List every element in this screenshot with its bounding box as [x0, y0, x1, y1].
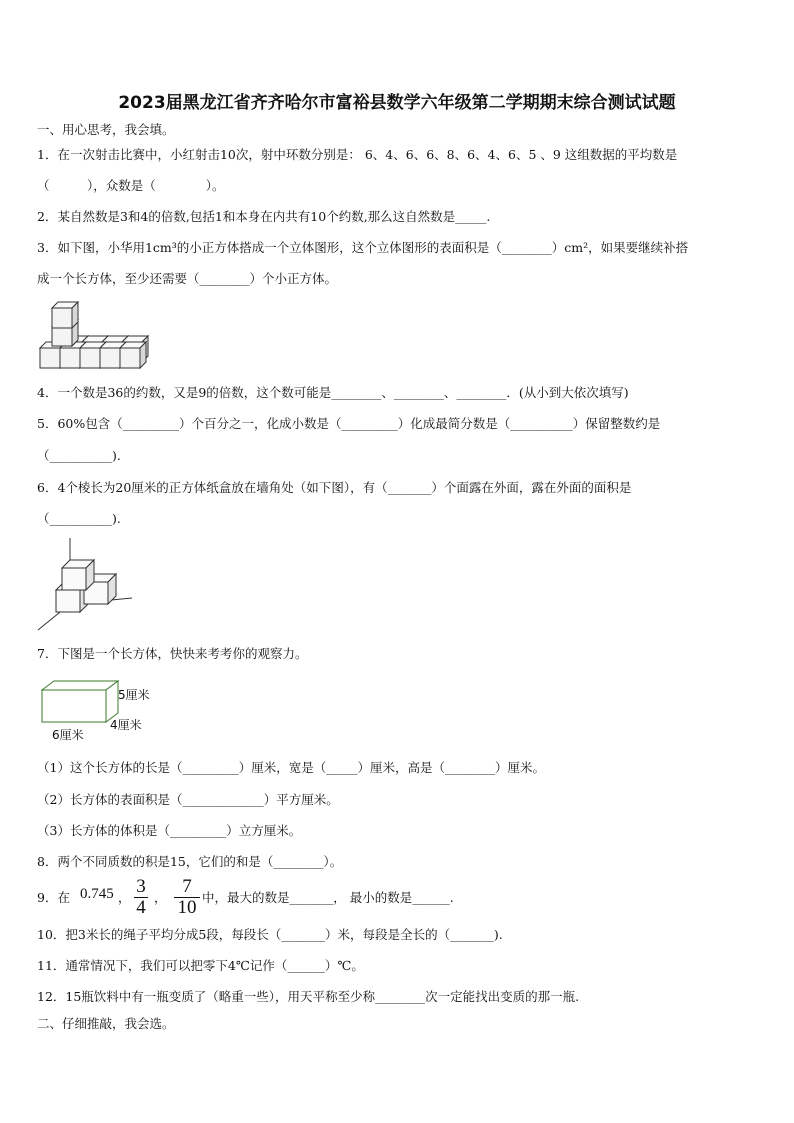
question-9-separator-1: ，: [118, 890, 131, 905]
question-12: 12．15瓶饮料中有一瓶变质了（略重一些），用天平称至少称________次一定能找出变质的那一瓶.: [37, 989, 580, 1004]
question-9-separator-2: ，: [154, 890, 167, 905]
question-6-line-2: （__________).: [37, 511, 121, 526]
page-title: 2023届黑龙江省齐齐哈尔市富裕县数学六年级第二学期期末综合测试试题: [118, 93, 676, 113]
question-2: 2．某自然数是3和4的倍数,包括1和本身在内共有10个约数,那么这自然数是_____.: [37, 209, 491, 224]
cuboid-height-label: 5厘米: [118, 688, 150, 702]
cuboid-length-label: 6厘米: [52, 728, 84, 742]
cuboid-width-label: 4厘米: [110, 718, 142, 732]
question-3-cube-figure: [38, 298, 158, 376]
question-4: 4．一个数是36的约数，又是9的倍数，这个数可能是________、________、________．(从小到大依次填写): [37, 385, 629, 400]
question-3-line-2: 成一个长方体，至少还需要（________）个小正方体。: [37, 271, 338, 286]
question-6-line-1: 6．4个棱长为20厘米的正方体纸盒放在墙角处（如下图），有（_______）个面露在外面，露在外面的面积是: [37, 480, 632, 495]
question-1-line-2: （ ），众数是（ ）。: [37, 178, 225, 193]
fraction-2-denominator: 10: [174, 897, 200, 918]
question-11: 11．通常情况下，我们可以把零下4℃记作（______）℃。: [37, 958, 364, 973]
section-1-heading: 一、用心思考，我会填。: [37, 122, 175, 137]
question-7-part-2: （2）长方体的表面积是（_____________）平方厘米。: [37, 792, 339, 807]
question-7-part-3: （3）长方体的体积是（_________）立方厘米。: [37, 823, 302, 838]
question-6-corner-figure: [36, 538, 136, 636]
question-7-part-1: （1）这个长方体的长是（_________）厘米，宽是（_____）厘米，高是（________）厘米。: [37, 760, 545, 775]
question-9-lead: 9．在: [37, 890, 70, 905]
question-1-line-1: 1．在一次射击比赛中，小红射击10次，射中环数分别是： 6、4、6、6、8、6、4、6、5 、9 这组数据的平均数是: [37, 147, 678, 162]
question-10: 10．把3米长的绳子平均分成5段，每段长（_______）米，每段是全长的（_______).: [37, 927, 503, 942]
fraction-2-numerator: 7: [182, 876, 192, 897]
question-9-tail: 中，最大的数是_______， 最小的数是______.: [202, 890, 454, 905]
question-5-line-1: 5．60%包含（_________）个百分之一，化成小数是（_________）化成最简分数是（__________）保留整数约是: [37, 416, 661, 431]
section-2-heading: 二、仔细推敲，我会选。: [37, 1016, 175, 1031]
question-8: 8．两个不同质数的积是15，它们的和是（________）。: [37, 854, 343, 869]
question-3-line-1: 3．如下图，小华用1cm³的小正方体搭成一个立体图形，这个立体图形的表面积是（________）cm²，如果要继续补搭: [37, 240, 689, 255]
question-5-line-2: （__________).: [37, 448, 121, 463]
fraction-1-denominator: 4: [134, 897, 148, 918]
question-9-fraction-1: [134, 877, 148, 918]
question-9-decimal: 0.745: [80, 886, 114, 902]
fraction-1-numerator: 3: [136, 876, 146, 897]
question-9-fraction-2: [174, 877, 200, 918]
question-7-cuboid-figure: [36, 678, 166, 748]
question-7: 7．下图是一个长方体，快快来考考你的观察力。: [37, 646, 308, 661]
